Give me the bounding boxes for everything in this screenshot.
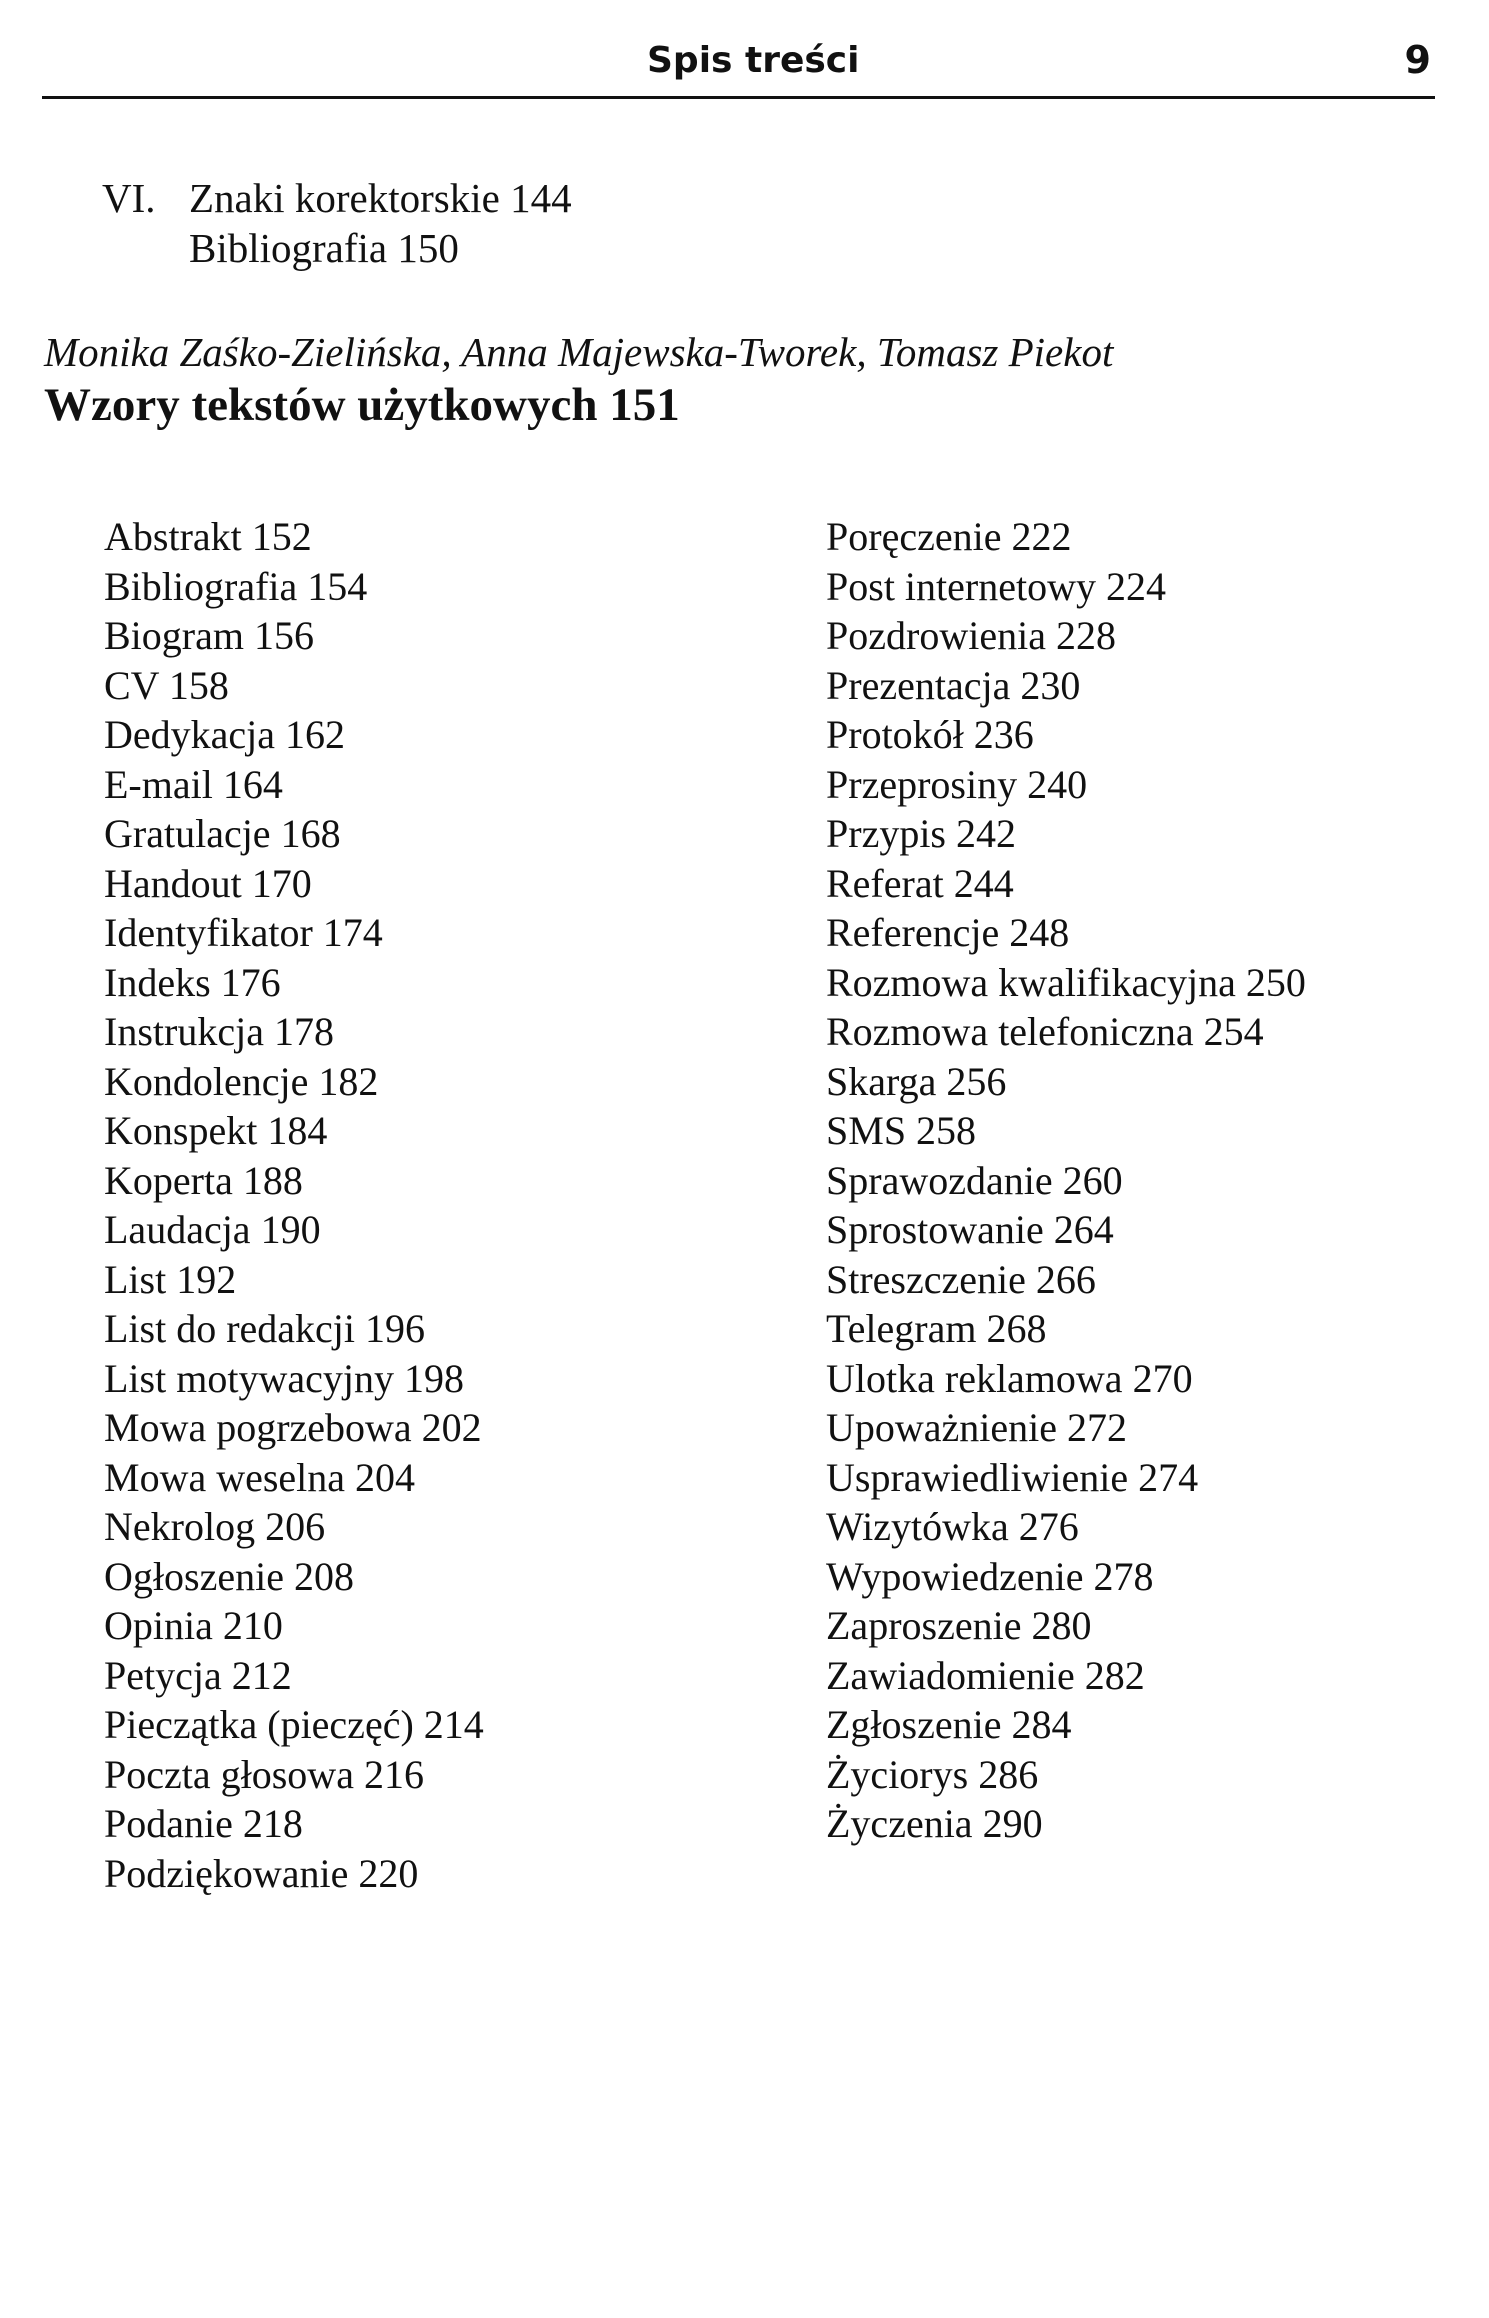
toc-entry: Skarga 256 <box>826 1058 1007 1104</box>
chapter-title: Wzory tekstów użytkowych 151 <box>44 379 680 431</box>
chapter-authors: Monika Zaśko-Zielińska, Anna Majewska-Tworek, Tomasz Piekot <box>44 329 1114 375</box>
toc-entry: SMS 258 <box>826 1108 977 1153</box>
toc-entry: Dedykacja 162 <box>104 712 346 757</box>
toc-left-column <box>104 512 484 1898</box>
toc-entry: Post internetowy 224 <box>826 563 1166 609</box>
toc-entry: Kondolencje 182 <box>104 1058 379 1104</box>
toc-entry: Biogram 156 <box>104 613 314 658</box>
toc-entry: Referencje 248 <box>826 910 1070 955</box>
toc-entry: Ulotka reklamowa 270 <box>826 1355 1193 1401</box>
toc-entry: Poręczenie 222 <box>826 514 1072 559</box>
toc-entry: Petycja 212 <box>104 1652 292 1698</box>
toc-entry: Sprawozdanie 260 <box>826 1157 1123 1203</box>
page-number: 9 <box>1404 38 1431 82</box>
toc-entry: Protokół 236 <box>826 712 1034 757</box>
toc-entry-znaki-korektorskie: Znaki korektorskie 144 <box>189 175 572 221</box>
toc-entry: Abstrakt 152 <box>104 514 312 559</box>
toc-entry: Ogłoszenie 208 <box>104 1553 354 1599</box>
toc-entry: Sprostowanie 264 <box>826 1207 1114 1252</box>
toc-entry: Laudacja 190 <box>104 1207 321 1252</box>
toc-entry: Podziękowanie 220 <box>104 1850 419 1896</box>
toc-entry: Nekrolog 206 <box>104 1504 326 1549</box>
toc-entry: Rozmowa telefoniczna 254 <box>826 1009 1264 1054</box>
toc-entry: Podanie 218 <box>104 1801 303 1846</box>
toc-entry: Indeks 176 <box>104 959 281 1005</box>
toc-entry: List do redakcji 196 <box>104 1306 426 1351</box>
toc-entry: Opinia 210 <box>104 1603 283 1648</box>
toc-entry-bibliografia: Bibliografia 150 <box>189 225 459 271</box>
toc-entry: List motywacyjny 198 <box>104 1355 464 1401</box>
toc-entry: Konspekt 184 <box>104 1108 328 1153</box>
toc-entry: Gratulacje 168 <box>104 811 341 856</box>
toc-entry: Mowa weselna 204 <box>104 1454 416 1500</box>
toc-entry: Prezentacja 230 <box>826 662 1081 708</box>
toc-entry: Pieczątka (pieczęć) 214 <box>104 1702 484 1747</box>
toc-entry: Zgłoszenie 284 <box>826 1702 1072 1747</box>
toc-entry: Koperta 188 <box>104 1157 303 1203</box>
toc-entry: Referat 244 <box>826 860 1014 906</box>
toc-entry: Zaproszenie 280 <box>826 1603 1092 1648</box>
toc-entry: Życiorys 286 <box>826 1751 1039 1797</box>
toc-entry: Instrukcja 178 <box>104 1009 334 1054</box>
toc-entry: Upoważnienie 272 <box>826 1405 1128 1450</box>
toc-entry: Życzenia 290 <box>826 1801 1043 1846</box>
toc-entry: Handout 170 <box>104 860 312 906</box>
toc-entry: Mowa pogrzebowa 202 <box>104 1405 482 1450</box>
toc-entry: Usprawiedliwienie 274 <box>826 1454 1199 1500</box>
toc-entry: Poczta głosowa 216 <box>104 1751 424 1797</box>
toc-right-column <box>826 512 1306 1849</box>
toc-entry: Przypis 242 <box>826 811 1016 856</box>
toc-entry: Identyfikator 174 <box>104 910 383 955</box>
toc-entry: List 192 <box>104 1256 237 1302</box>
toc-entry: Przeprosiny 240 <box>826 761 1088 807</box>
running-title: Spis treści <box>647 40 860 81</box>
toc-entry: Wizytówka 276 <box>826 1504 1079 1549</box>
toc-entry: Rozmowa kwalifikacyjna 250 <box>826 959 1306 1005</box>
toc-entry: Zawiadomienie 282 <box>826 1652 1145 1698</box>
page-header <box>42 30 1435 99</box>
toc-entry: Pozdrowienia 228 <box>826 613 1116 658</box>
toc-entry: E-mail 164 <box>104 761 283 807</box>
toc-entry: CV 158 <box>104 662 229 708</box>
toc-entry: Streszczenie 266 <box>826 1256 1096 1302</box>
section-number: VI. <box>102 175 156 221</box>
toc-entry: Telegram 268 <box>826 1306 1047 1351</box>
toc-entry: Wypowiedzenie 278 <box>826 1553 1154 1599</box>
toc-entry: Bibliografia 154 <box>104 563 368 609</box>
